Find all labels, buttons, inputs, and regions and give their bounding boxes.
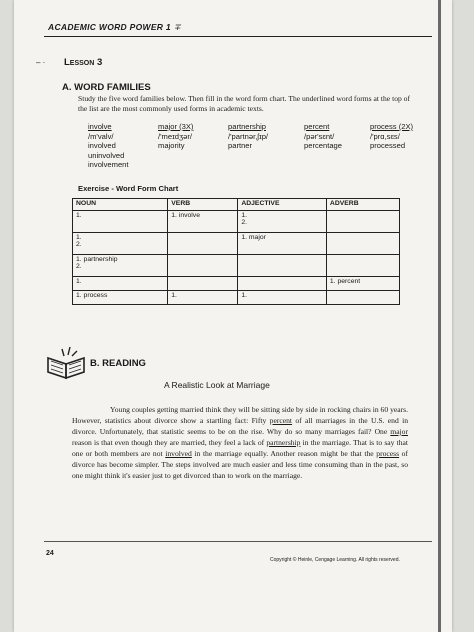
handwritten-mark: ∓: [173, 22, 182, 32]
chart-cell[interactable]: 1.: [73, 211, 168, 233]
chart-cell[interactable]: 1. process: [73, 291, 168, 305]
running-head: [48, 22, 181, 33]
chart-row: [73, 255, 400, 277]
chart-cell[interactable]: 1.: [238, 291, 327, 305]
running-head-text: ACADEMIC WORD POWER 1: [48, 22, 174, 32]
header-rule: [44, 36, 432, 37]
word-family: [228, 122, 268, 151]
reading-text-1: Young couples getting married think they will be sitting side by side in rocking chairs in 60 years. However, statistics about divorce show a startling fact: Fifty: [72, 405, 408, 425]
section-a-instructions: Study the five word families below. Then fill in the word form chart. The underlined word forms at the top of the list are the most commonly used forms in academic texts.: [78, 94, 411, 113]
page-number: 24: [46, 550, 54, 557]
word-family: [304, 122, 342, 151]
word-family: [158, 122, 193, 151]
reading-keyword-involved: involved: [165, 449, 192, 458]
chart-cell[interactable]: 1. partnership 2.: [73, 255, 168, 277]
exercise-title: Exercise - Word Form Chart: [78, 184, 179, 193]
reading-text-6: of divorce has become simpler. The steps involved are much easier and less time consuming than in the past, so one might think it's easier just to get divorced than to work on the marriage.: [72, 449, 408, 480]
word-family-form: uninvolved: [88, 150, 125, 160]
chart-cell[interactable]: 1. percent: [326, 277, 399, 291]
reading-keyword-process: process: [376, 449, 400, 458]
word-family-headword: major (3X): [158, 122, 194, 131]
chart-cell[interactable]: 1.: [168, 291, 238, 305]
word-form-chart: [72, 198, 400, 305]
word-family-pronunciation: /'meɪdʒər/: [158, 131, 193, 141]
copyright: Copyright © Heinle, Cengage Learning. All rights reserved.: [270, 557, 400, 563]
word-family-form: involvement: [88, 160, 129, 170]
word-family-pronunciation: /pər'sɛnt/: [304, 131, 335, 141]
chart-cell[interactable]: [168, 255, 238, 277]
word-family: [88, 122, 129, 170]
lesson-mark: – ·: [36, 58, 46, 67]
reading-title: A Realistic Look at Marriage: [164, 380, 270, 390]
word-family-form: processed: [370, 141, 406, 151]
word-family-pronunciation: /'partnər,ʃɪp/: [228, 131, 269, 141]
word-family-form: involved: [88, 141, 116, 151]
chart-cell[interactable]: 1.: [73, 277, 168, 291]
chart-header-verb: VERB: [168, 199, 238, 211]
reading-text-2: of all marriages in the U.S. end in divorce. Unfortunately, that statistic seems to be on the rise. Why do so many marriages fail? One: [72, 416, 408, 436]
chart-header-row: [73, 199, 400, 211]
chart-header-adverb: ADVERB: [326, 199, 399, 211]
reading-keyword-major: major: [390, 427, 408, 436]
word-family-form: partner: [228, 141, 253, 151]
word-family: [370, 122, 413, 151]
chart-cell[interactable]: 1. 2.: [73, 233, 168, 255]
chart-cell[interactable]: 1. involve: [168, 211, 238, 233]
chart-row: [73, 277, 400, 291]
section-b-title: B. READING: [90, 358, 146, 369]
word-family-headword: process (2X): [370, 122, 414, 131]
chart-body: [73, 211, 400, 305]
binding-edge: [438, 0, 441, 632]
reading-text-3: reason is that even though they are married, they feel a lack of: [72, 438, 267, 447]
word-family-headword: involve: [88, 122, 112, 131]
chart-cell[interactable]: [168, 277, 238, 291]
chart-cell[interactable]: [238, 255, 327, 277]
chart-header-noun: NOUN: [73, 199, 168, 211]
reading-keyword-percent: percent: [269, 416, 293, 425]
word-family-form: majority: [158, 141, 185, 151]
chart-header-adjective: ADJECTIVE: [238, 199, 327, 211]
word-family-pronunciation: /m'valv/: [88, 131, 114, 141]
textbook-page: [14, 0, 452, 632]
chart-row: [73, 211, 400, 233]
reading-text-5: in the marriage equally. Another reason might be that the: [191, 449, 377, 458]
reading-passage: [72, 404, 408, 481]
word-family-pronunciation: /'prɑ,sɛs/: [370, 131, 400, 141]
chart-row: [73, 291, 400, 305]
chart-cell[interactable]: [326, 291, 399, 305]
chart-cell[interactable]: [326, 233, 399, 255]
chart-cell[interactable]: 1. major: [238, 233, 327, 255]
open-book-icon: [44, 344, 90, 382]
reading-keyword-partnership: partnership: [266, 438, 301, 447]
word-family-headword: partnership: [228, 122, 266, 131]
word-family-form: percentage: [304, 141, 342, 151]
chart-cell[interactable]: [168, 233, 238, 255]
footer-rule: [44, 541, 432, 542]
reading-text-4: in the marriage. That is to say that one or both members are not: [72, 438, 409, 458]
chart-cell[interactable]: [238, 277, 327, 291]
chart-cell[interactable]: [326, 255, 399, 277]
word-family-headword: percent: [304, 122, 330, 131]
chart-cell[interactable]: [326, 211, 399, 233]
section-a-title: A. WORD FAMILIES: [62, 82, 151, 93]
chart-row: [73, 233, 400, 255]
lesson-title: Lesson 3: [64, 57, 103, 68]
chart-cell[interactable]: 1. 2.: [238, 211, 327, 233]
